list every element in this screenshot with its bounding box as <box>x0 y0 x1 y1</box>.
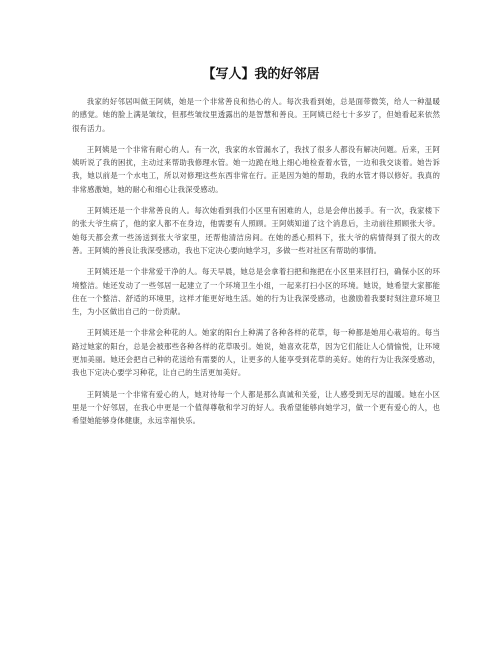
paragraph-6: 王阿姨是一个非常有爱心的人，她对待每一个人都是那么真诚和关爱，让人感受到无尽的温暖。她在小区里是一个好邻居，在我心中更是一个值得尊敬和学习的好人。我希望能够向她学习，做一个更有爱心的人，也希望她能够身体健康，永远幸福快乐。 <box>72 389 440 426</box>
paragraph-2: 王阿姨是一个非常有耐心的人。有一次，我家的水管漏水了，我找了很多人都没有解决问题。后来，王阿姨听说了我的困扰，主动过来帮助我修理水管。她一边跪在地上细心地检查着水管，一边和我交谈着。她告诉我，她以前是一个水电工，所以对修理这些东西非常在行。正是因为她的帮助，我的水管才得以修好。我真的非常感激她，她的耐心和细心让我深受感动。 <box>72 144 440 194</box>
paragraph-1: 我家的好邻居叫做王阿姨，她是一个非常善良和热心的人。每次我看到她，总是面带微笑，给人一种温暖的感觉。她的脸上满是皱纹，但那些皱纹里透露出的是智慧和善良。王阿姨已经七十多岁了，但她看起来依然很有活力。 <box>72 97 440 133</box>
paragraph-4: 王阿姨还是一个非常爱干净的人。每天早晨，她总是会拿着扫把和拖把在小区里来回打扫，确保小区的环境整洁。她还发动了一些邻居一起建立了一个环境卫生小组，一起来打扫小区的环境。她说，她希望大家都能住在一个整洁、舒适的环境里，这样才能更好地生活。她的行为让我深受感动，也激励着我要时刻注意环境卫生，为小区做出自己的一份贡献。 <box>72 267 440 317</box>
paragraph-5: 王阿姨还是一个非常会种花的人。她家的阳台上种满了各种各样的花草，每一种都是她用心栽培的。每当路过她家的阳台，总是会被那些各种各样的花草吸引。她说，她喜欢花草，因为它们能让人心情愉悦，让环境更加美丽。她还会把自己种的花送给有需要的人，让更多的人能享受到花草的美好。她的行为让我深受感动，我也下定决心要学习种花，让自己的生活更加美好。 <box>72 328 440 378</box>
paragraph-3: 王阿姨还是一个非常善良的人。每次她看到我们小区里有困难的人，总是会伸出援手。有一次，我家楼下的张大爷生病了，他的家人都不在身边，他需要有人照顾。王阿姨知道了这个消息后，主动前往照顾张大爷。她每天都会煮一些汤送到张大爷家里，还帮他清洁房间。在她的悉心照料下，张大爷的病情得到了很大的改善。王阿姨的善良让我深受感动，我也下定决心要向她学习，多做一些对社区有帮助的事情。 <box>72 206 440 255</box>
document-title: 【写人】我的好邻居 <box>202 67 320 82</box>
